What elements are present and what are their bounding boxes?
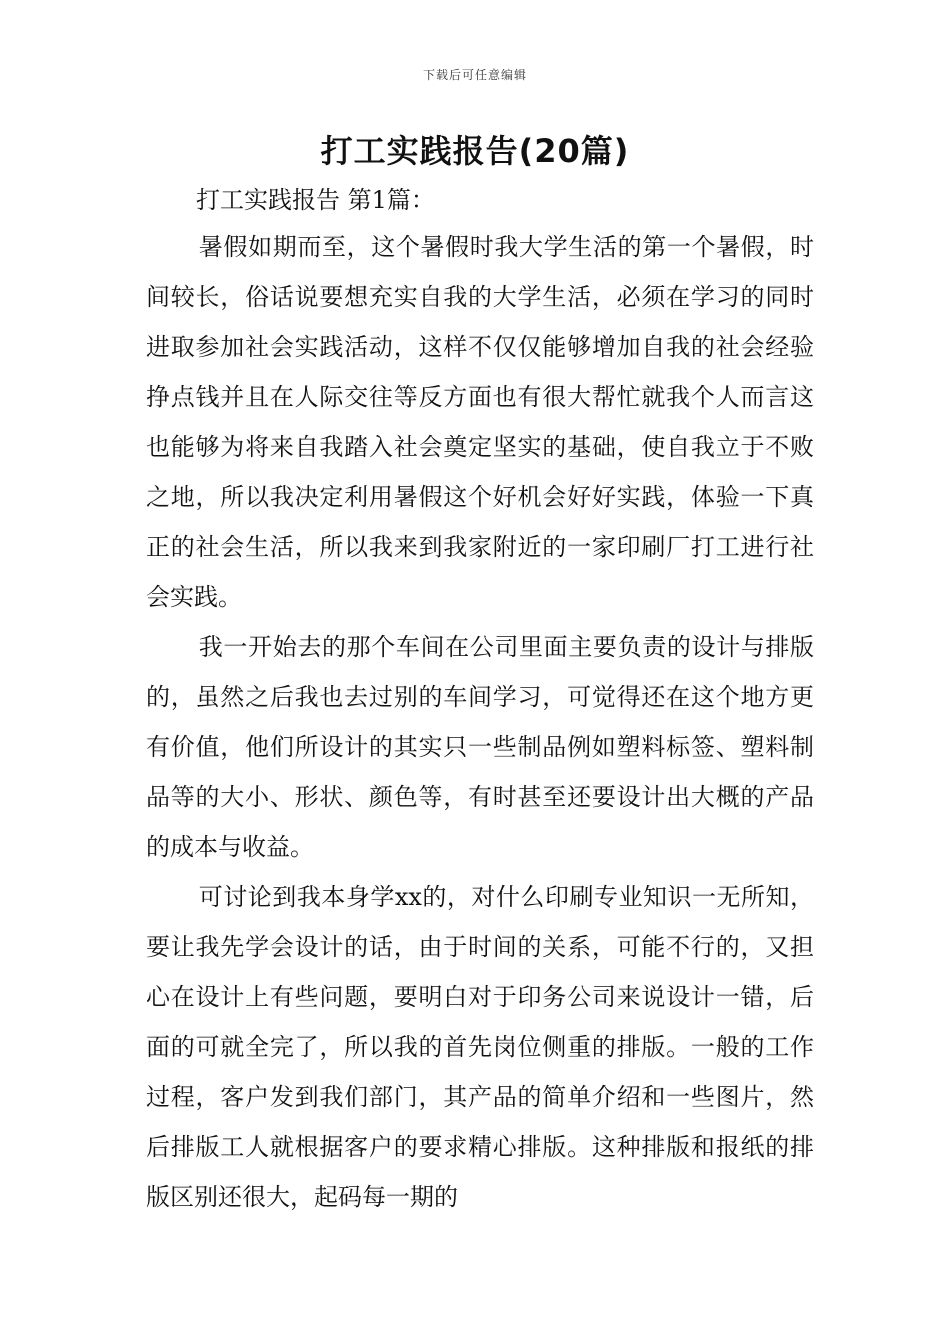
document-body: [146, 222, 814, 1222]
page-header-note: 下载后可任意编辑: [422, 68, 527, 82]
paragraph-3: 可讨论到我本身学xx的，对什么印刷专业知识一无所知，要让我先学会设计的话，由于时间的关系，可能不行的，又担心在设计上有些问题，要明白对于印务公司来说设计一错，后面的可就全完了，所以我的首先岗位侧重的排版。一般的工作过程，客户发到我们部门，其产品的简单介绍和一些图片，然后排版工人就根据客户的要求精心排版。这种排版和报纸的排版区别还很大，起码每一期的: [146, 883, 814, 1211]
document-title: 打工实践报告(20篇): [320, 132, 630, 170]
paragraph-2: 我一开始去的那个车间在公司里面主要负责的设计与排版的，虽然之后我也去过别的车间学习，可觉得还在这个地方更有价值，他们所设计的其实只一些制品例如塑料标签、塑料制品等的大小、形状、颜色等，有时甚至还要设计出大概的产品的成本与收益。: [146, 633, 814, 861]
section-heading: 打工实践报告 第1篇：: [196, 186, 435, 214]
paragraph-1: 暑假如期而至，这个暑假时我大学生活的第一个暑假，时间较长，俗话说要想充实自我的大学生活，必须在学习的同时进取参加社会实践活动，这样不仅仅能够增加自我的社会经验挣点钱并且在人际交往等反方面也有很大帮忙就我个人而言这也能够为将来自我踏入社会奠定坚实的基础，使自我立于不败之地，所以我决定利用暑假这个好机会好好实践，体验一下真正的社会生活，所以我来到我家附近的一家印刷厂打工进行社会实践。: [146, 233, 814, 611]
